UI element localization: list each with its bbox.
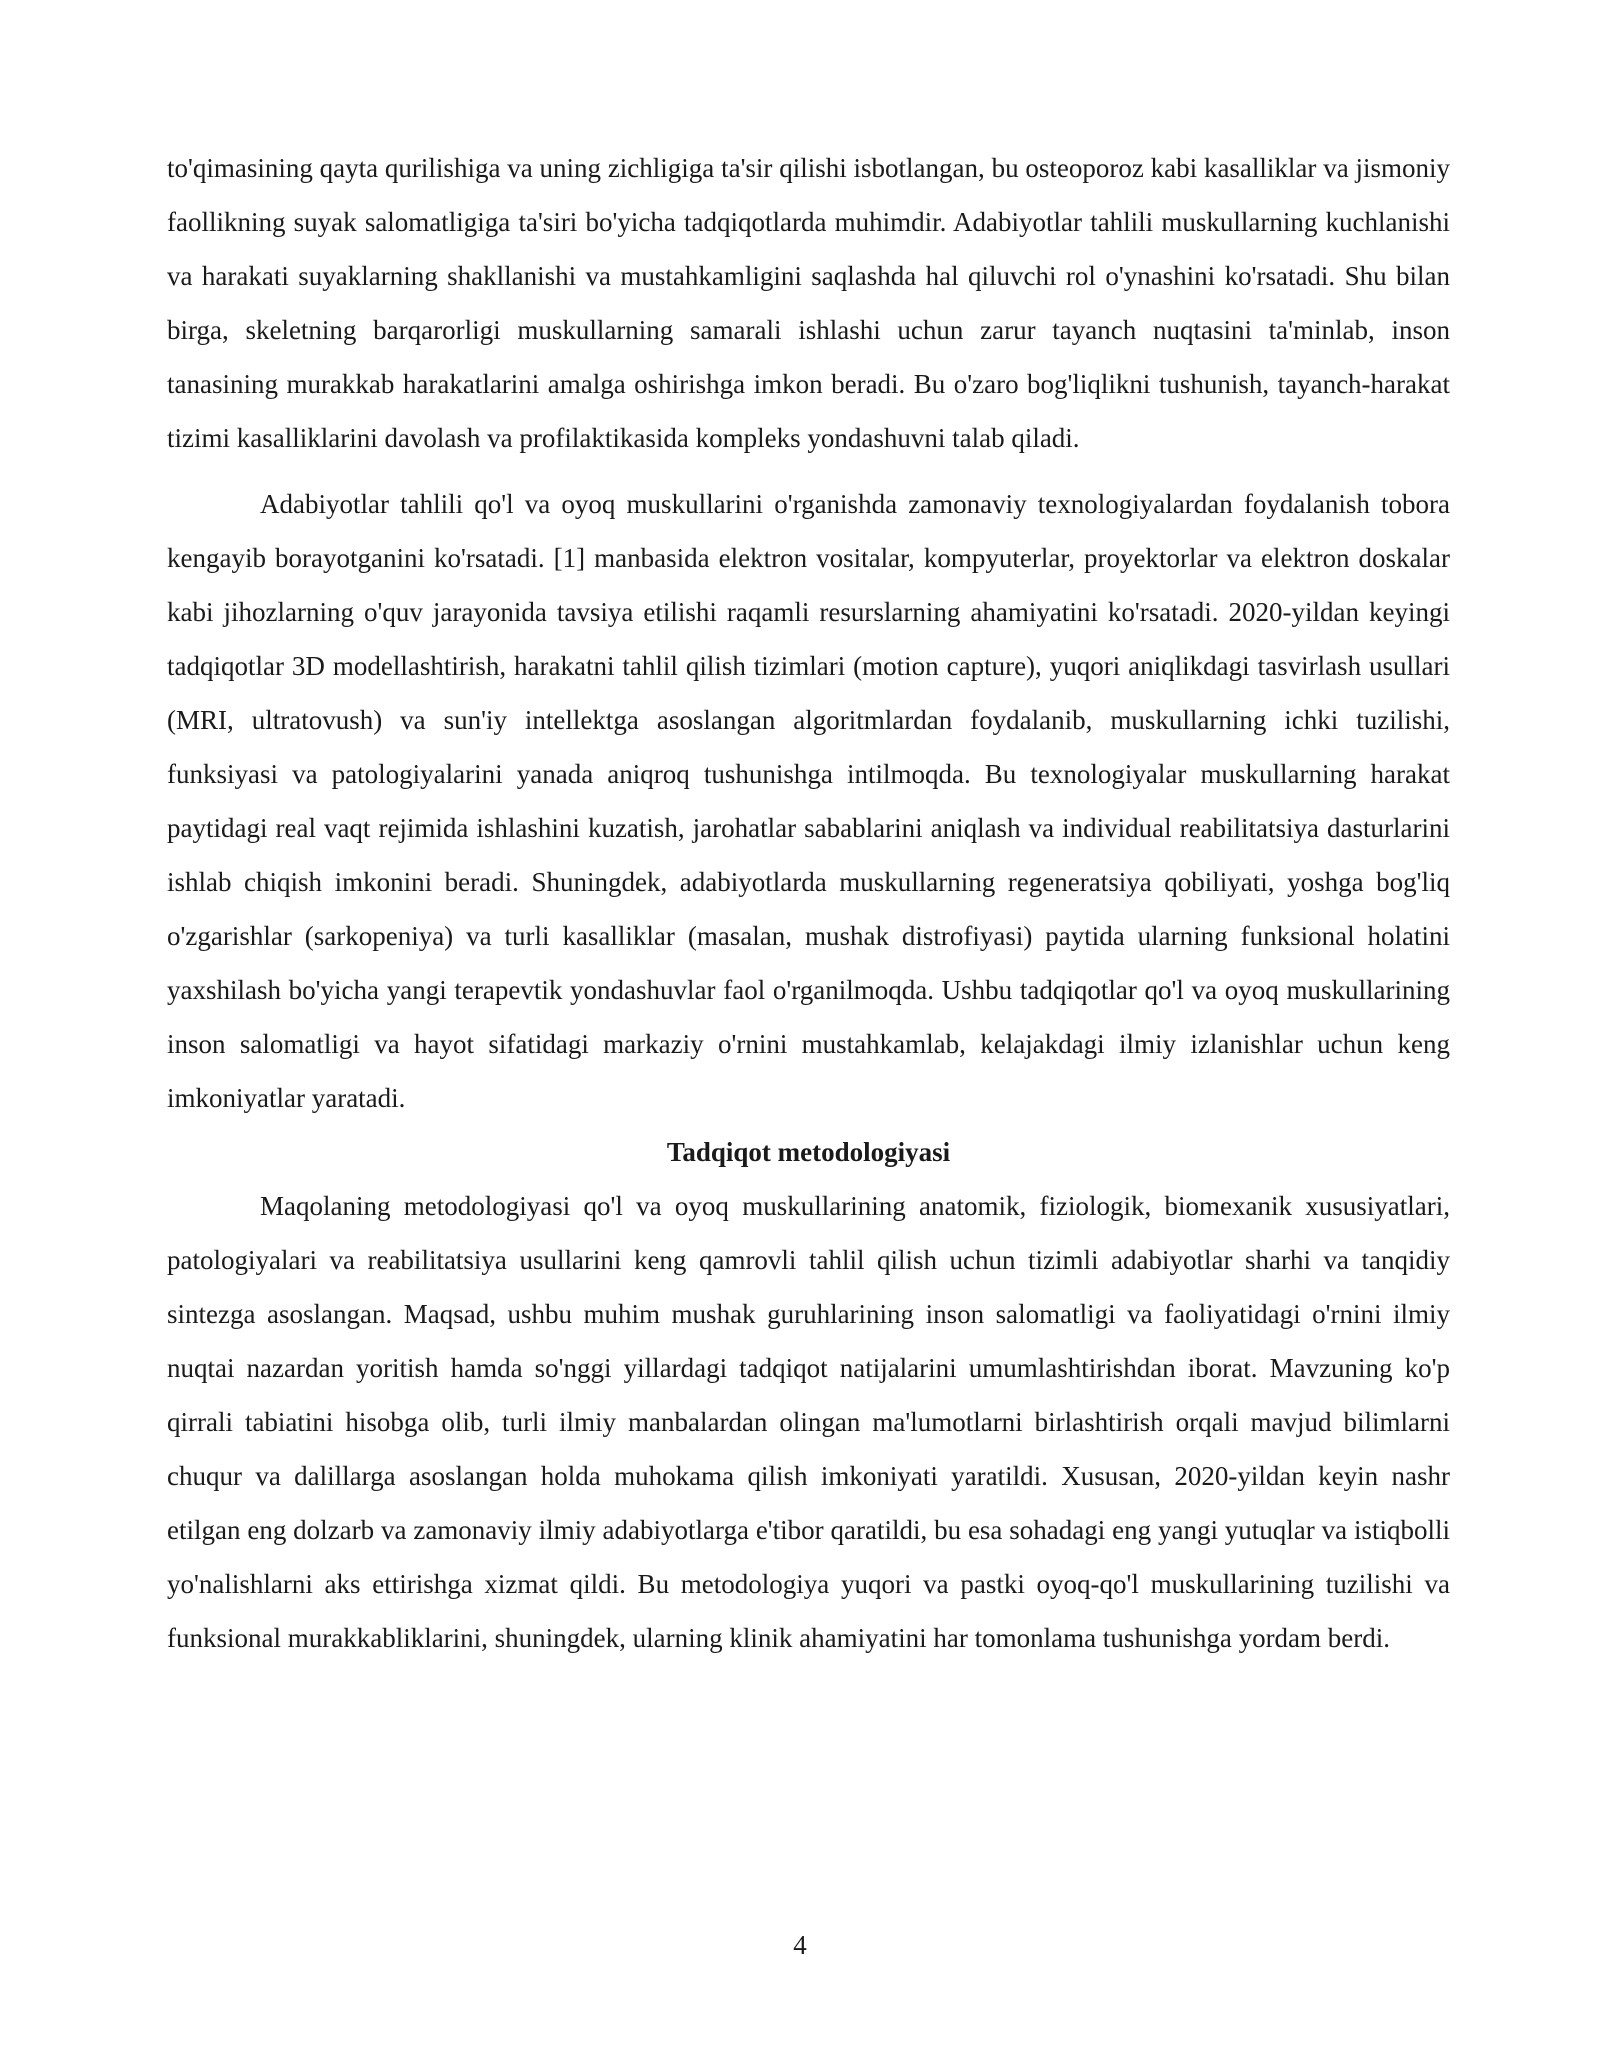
paragraph-literature-technologies: Adabiyotlar tahlili qo'l va oyoq muskullarini o'rganishda zamonaviy texnologiyalardan foydalanish tobora kengayib borayotganini ko'rsatadi. [1] manbasida elektron vositalar, kompyuterlar, proyektorlar va elektron doskalar kabi jihozlarning o'quv jarayonida tavsiya etilishi raqamli resurslarning ahamiyatini ko'rsatadi. 2020-yildan keyingi tadqiqotlar 3D modellashtirish, harakatni tahlil qilish tizimlari (motion capture), yuqori aniqlikdagi tasvirlash usullari (MRI, ultratovush) va sun'iy intellektga asoslangan algoritmlardan foydalanib, muskullarning ichki tuzilishi, funksiyasi va patologiyalarini yanada aniqroq tushunishga intilmoqda. Bu texnologiyalar muskullarning harakat paytidagi real vaqt rejimida ishlashini kuzatish, jarohatlar sabablarini aniqlash va individual reabilitatsiya dasturlarini ishlab chiqish imkonini beradi. Shuningdek, adabiyotlarda muskullarning regeneratsiya qobiliyati, yoshga bog'liq o'zgarishlar (sarkopeniya) va turli kasalliklar (masalan, mushak distrofiyasi) paytida ularning funksional holatini yaxshilash bo'yicha yangi terapevtik yondashuvlar faol o'rganilmoqda. Ushbu tadqiqotlar qo'l va oyoq muskullarining inson salomatligi va hayot sifatidagi markaziy o'rnini mustahkamlab, kelajakdagi ilmiy izlanishlar uchun keng imkoniyatlar yaratadi. [167,489,1450,1113]
section-heading: Tadqiqot metodologiyasi [666,1137,951,1167]
page-content [167,141,1450,1665]
page-number: 4 [793,1930,807,1960]
paragraph-continuation: to'qimasining qayta qurilishiga va uning zichligiga ta'sir qilishi isbotlangan, bu osteoporoz kabi kasalliklar va jismoniy faollikning suyak salomatligiga ta'siri bo'yicha tadqiqotlarda muhimdir. Adabiyotlar tahlili muskullarning kuchlanishi va harakati suyaklarning shakllanishi va mustahkamligini saqlashda hal qiluvchi rol o'ynashini ko'rsatadi. Shu bilan birga, skeletning barqarorligi muskullarning samarali ishlashi uchun zarur tayanch nuqtasini ta'minlab, inson tanasining murakkab harakatlarini amalga oshirishga imkon beradi. Bu o'zaro bog'liqlikni tushunish, tayanch-harakat tizimi kasalliklarini davolash va profilaktikasida kompleks yondashuvni talab qiladi. [167,153,1450,453]
paragraph-methodology: Maqolaning metodologiyasi qo'l va oyoq muskullarining anatomik, fiziologik, biomexanik xususiyatlari, patologiyalari va reabilitatsiya usullarini keng qamrovli tahlil qilish uchun tizimli adabiyotlar sharhi va tanqidiy sintezga asoslangan. Maqsad, ushbu muhim mushak guruhlarining inson salomatligi va faoliyatidagi o'rnini ilmiy nuqtai nazardan yoritish hamda so'nggi yillardagi tadqiqot natijalarini umumlashtirishdan iborat. Mavzuning ko'p qirrali tabiatini hisobga olib, turli ilmiy manbalardan olingan ma'lumotlarni birlashtirish orqali mavjud bilimlarni chuqur va dalillarga asoslangan holda muhokama qilish imkoniyati yaratildi. Xususan, 2020-yildan keyin nashr etilgan eng dolzarb va zamonaviy ilmiy adabiyotlarga e'tibor qaratildi, bu esa sohadagi eng yangi yutuqlar va istiqbolli yo'nalishlarni aks ettirishga xizmat qildi. Bu metodologiya yuqori va pastki oyoq-qo'l muskullarining tuzilishi va funksional murakkabliklarini, shuningdek, ularning klinik ahamiyatini har tomonlama tushunishga yordam berdi. [167,1191,1450,1653]
